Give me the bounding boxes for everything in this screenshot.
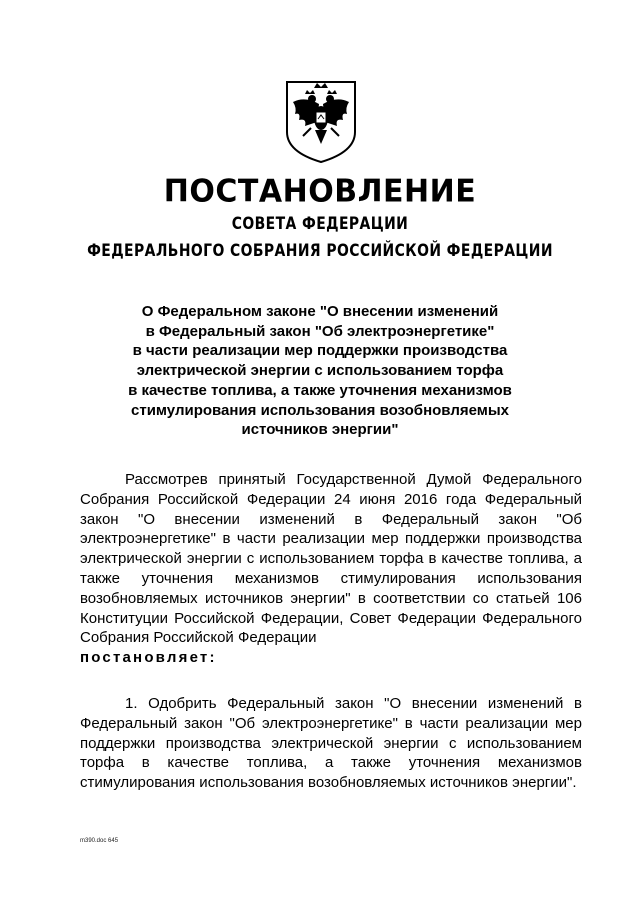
coat-of-arms-icon <box>283 78 359 164</box>
document-subject <box>100 302 540 440</box>
subject-line: в Федеральный закон "Об электроэнергетике" <box>145 322 495 340</box>
clause-1-paragraph: 1. Одобрить Федеральный закон "О внесении изменений в Федеральный закон "Об электроэнергетике" в части реализации мер поддержки производства электрической энергии с использованием торфа в качестве топлива, а также уточнения механизмов стимулирования использования возобновляемых источников энергии". <box>80 694 582 792</box>
preamble-paragraph <box>80 470 582 668</box>
subject-line: в части реализации мер поддержки производства <box>132 342 508 360</box>
file-code: m390.doc 645 <box>80 838 119 844</box>
subject-line: стимулирования использования возобновляемых <box>131 401 509 419</box>
issuer-line-1: СОВЕТА ФЕДЕРАЦИИ <box>231 214 409 234</box>
subject-line: электрической энергии с использованием торфа <box>136 362 504 380</box>
subject-line: источников энергии" <box>241 421 399 439</box>
decree-word: постановляет: <box>80 649 217 667</box>
document-title: ПОСТАНОВЛЕНИЕ <box>163 173 477 210</box>
subject-line: О Федеральном законе "О внесении изменений <box>141 303 499 320</box>
document-body <box>80 470 582 793</box>
preamble-text: Рассмотрев принятый Государственной Думой Федерального Собрания Российской Федерации 24 июня 2016 года Федеральный закон "О внесении изменений в Федеральный закон "Об электроэнергетике" в части реализации мер поддержки производства электрической энергии с использованием торфа в качестве топлива, а также уточнения механизмов стимулирования использования возобновляемых источников энергии" в соответствии со статьей 106 Конституции Российской Федерации, Совет Федерации Федерального Собрания Российской Федерации <box>80 471 582 647</box>
subject-line: в качестве топлива, а также уточнения механизмов <box>128 381 512 399</box>
issuer-line-2: ФЕДЕРАЛЬНОГО СОБРАНИЯ РОССИЙСКОЙ ФЕДЕРАЦИИ <box>87 241 553 261</box>
